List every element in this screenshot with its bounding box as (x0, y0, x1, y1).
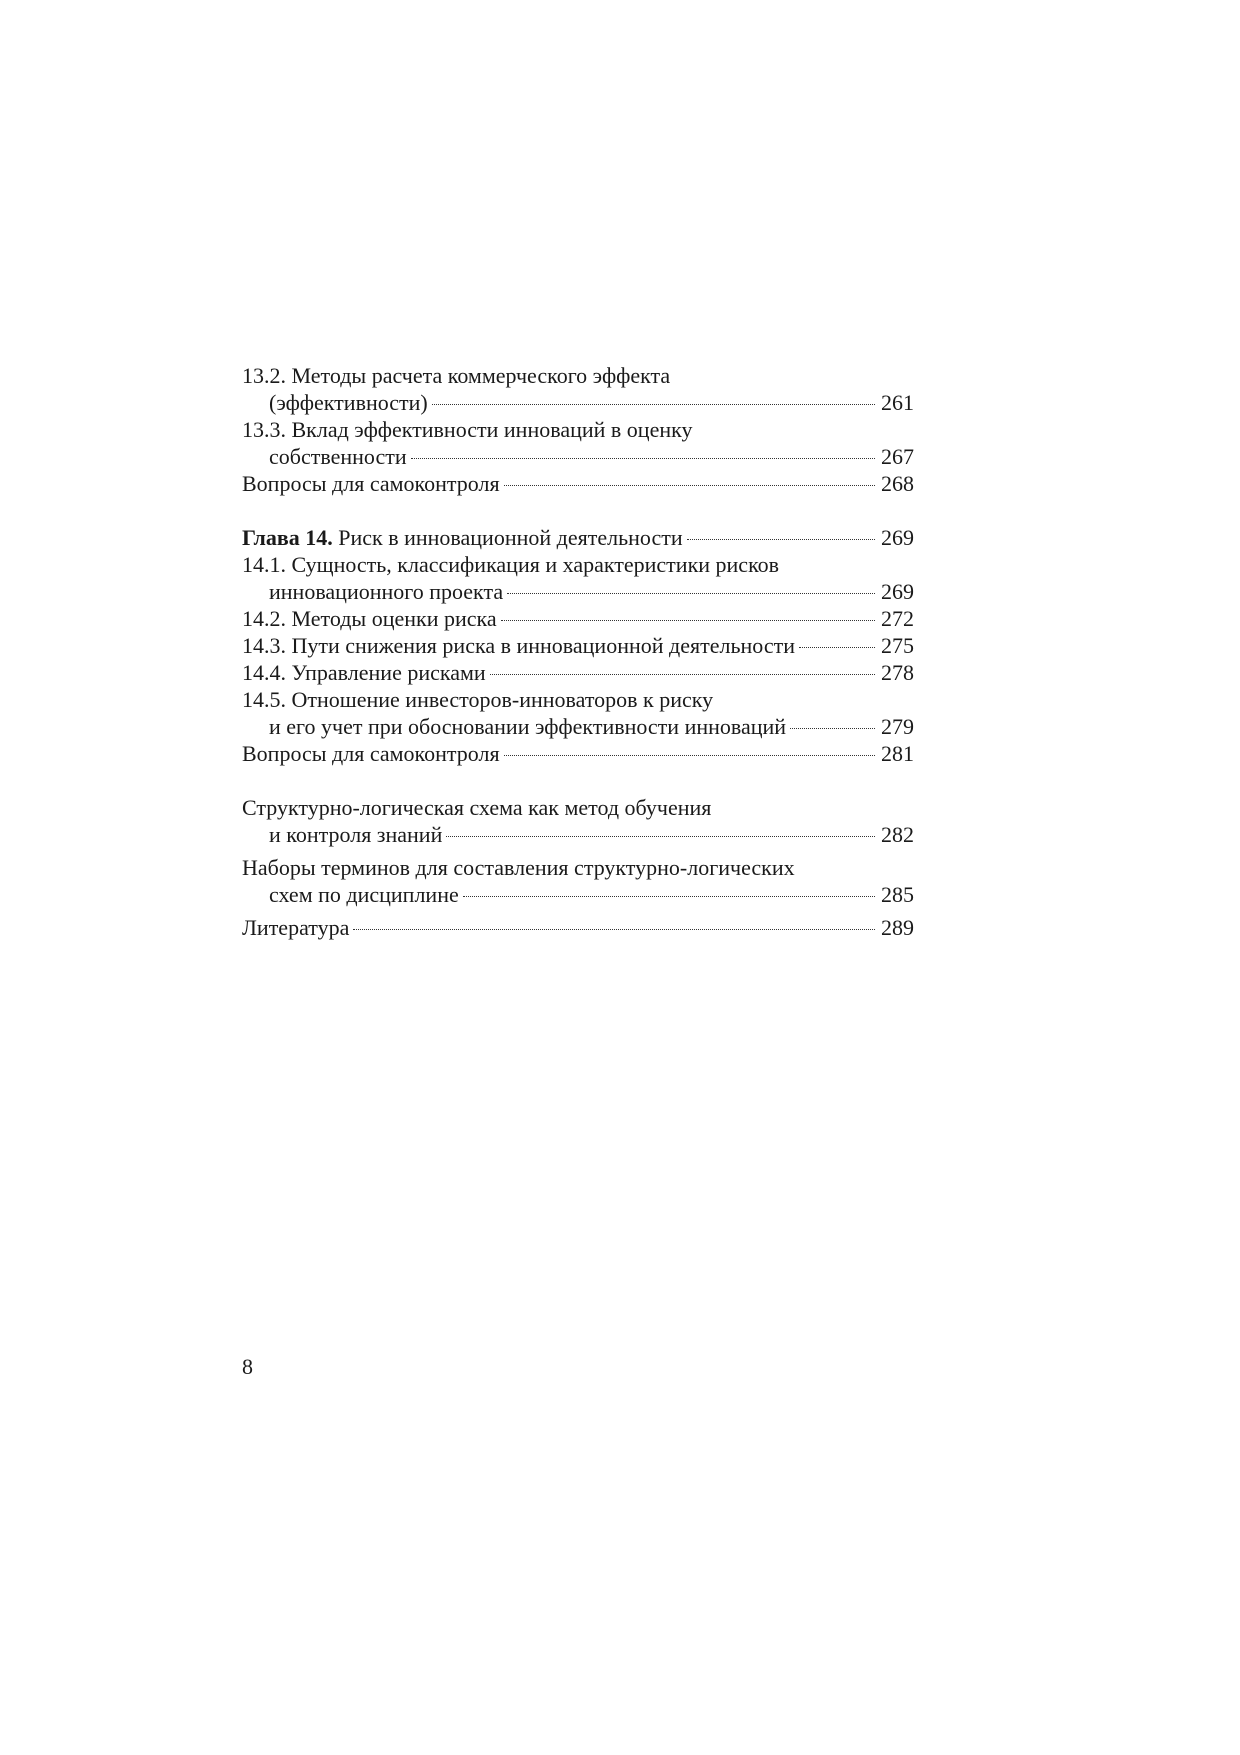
toc-entry-14-2 (242, 605, 914, 632)
toc-entry-title-line (242, 854, 914, 881)
toc-entry-title: Вопросы для самоконтроля (242, 471, 500, 496)
toc-entry-title-line (242, 794, 914, 821)
toc-entry-14-1 (242, 551, 914, 605)
toc-entry-title-line (242, 686, 914, 713)
toc-entry-term-sets (242, 854, 914, 908)
toc-entry-title: Наборы терминов для составления структурно-логических (242, 855, 795, 880)
dot-leader (799, 647, 875, 648)
dot-leader (504, 485, 875, 486)
toc-entry-14-3 (242, 632, 914, 659)
toc-page-number: 261 (881, 390, 914, 415)
toc-entry-line (242, 632, 914, 659)
toc-entry-chapter-14 (242, 524, 914, 551)
toc-entry-title: 14.5. Отношение инвесторов-инноваторов к риску (242, 687, 714, 712)
toc-entry-continuation (242, 578, 914, 605)
toc-entry-title-cont: схем по дисциплине (269, 882, 459, 907)
toc-entry-title: 14.3. Пути снижения риска в инновационной деятельности (242, 633, 795, 658)
toc-entry-title: 14.2. Методы оценки риска (242, 606, 497, 631)
toc-entry-literature (242, 914, 914, 941)
toc-entry-continuation (242, 713, 914, 740)
toc-entry-title: Вопросы для самоконтроля (242, 741, 500, 766)
toc-page-number: 279 (881, 714, 914, 739)
table-of-contents (242, 362, 914, 941)
dot-leader (790, 728, 875, 729)
toc-entry-line (242, 740, 914, 767)
dot-leader (411, 458, 875, 459)
section-gap (242, 767, 914, 794)
dot-leader (501, 620, 875, 621)
toc-page-number: 275 (881, 633, 914, 658)
dot-leader (507, 593, 875, 594)
toc-entry-review-questions-13 (242, 470, 914, 497)
toc-entry-title-cont: собственности (269, 444, 407, 469)
toc-page-number: 278 (881, 660, 914, 685)
chapter-number: Глава 14. (242, 525, 333, 550)
toc-page-number: 269 (881, 525, 914, 550)
toc-entry-title: 14.4. Управление рисками (242, 660, 486, 685)
toc-entry-13-2 (242, 362, 914, 416)
toc-page-number: 281 (881, 741, 914, 766)
toc-entry-14-4 (242, 659, 914, 686)
dot-leader (687, 539, 875, 540)
chapter-title: Риск в инновационной деятельности (332, 525, 683, 550)
toc-entry-title: 14.1. Сущность, классификация и характеристики рисков (242, 552, 780, 577)
toc-page-number: 289 (881, 915, 914, 940)
toc-entry-line (242, 470, 914, 497)
toc-page-number: 285 (881, 882, 914, 907)
toc-entry-title: Структурно-логическая схема как метод обучения (242, 795, 712, 820)
toc-entry-title: 13.2. Методы расчета коммерческого эффекта (242, 363, 671, 388)
toc-page-number: 268 (881, 471, 914, 496)
toc-entry-line (242, 659, 914, 686)
chapter-heading (242, 524, 683, 551)
dot-leader (353, 929, 875, 930)
toc-entry-line (242, 524, 914, 551)
dot-leader (504, 755, 875, 756)
toc-entry-structural-logic-scheme (242, 794, 914, 848)
dot-leader (432, 404, 875, 405)
toc-entry-title-line (242, 362, 914, 389)
toc-entry-continuation (242, 389, 914, 416)
toc-page-number: 272 (881, 606, 914, 631)
dot-leader (490, 674, 875, 675)
dot-leader (446, 836, 875, 837)
page-number-footer: 8 (242, 1354, 253, 1379)
toc-page-number: 282 (881, 822, 914, 847)
toc-page-number: 269 (881, 579, 914, 604)
toc-entry-title-cont: (эффективности) (269, 390, 428, 415)
toc-entry-13-3 (242, 416, 914, 470)
toc-entry-title-line (242, 416, 914, 443)
toc-entry-continuation (242, 821, 914, 848)
section-gap (242, 497, 914, 524)
toc-entry-line (242, 914, 914, 941)
toc-entry-continuation (242, 881, 914, 908)
toc-entry-14-5 (242, 686, 914, 740)
toc-entry-review-questions-14 (242, 740, 914, 767)
toc-entry-line (242, 605, 914, 632)
toc-entry-title-cont: инновационного проекта (269, 579, 504, 604)
toc-entry-continuation (242, 443, 914, 470)
toc-entry-title-line (242, 551, 914, 578)
toc-entry-title: 13.3. Вклад эффективности инноваций в оценку (242, 417, 693, 442)
toc-entry-title-cont: и контроля знаний (269, 822, 443, 847)
toc-entry-title: Литература (242, 915, 350, 940)
toc-entry-title-cont: и его учет при обосновании эффективности инноваций (269, 714, 787, 739)
toc-page-number: 267 (881, 444, 914, 469)
dot-leader (463, 896, 875, 897)
